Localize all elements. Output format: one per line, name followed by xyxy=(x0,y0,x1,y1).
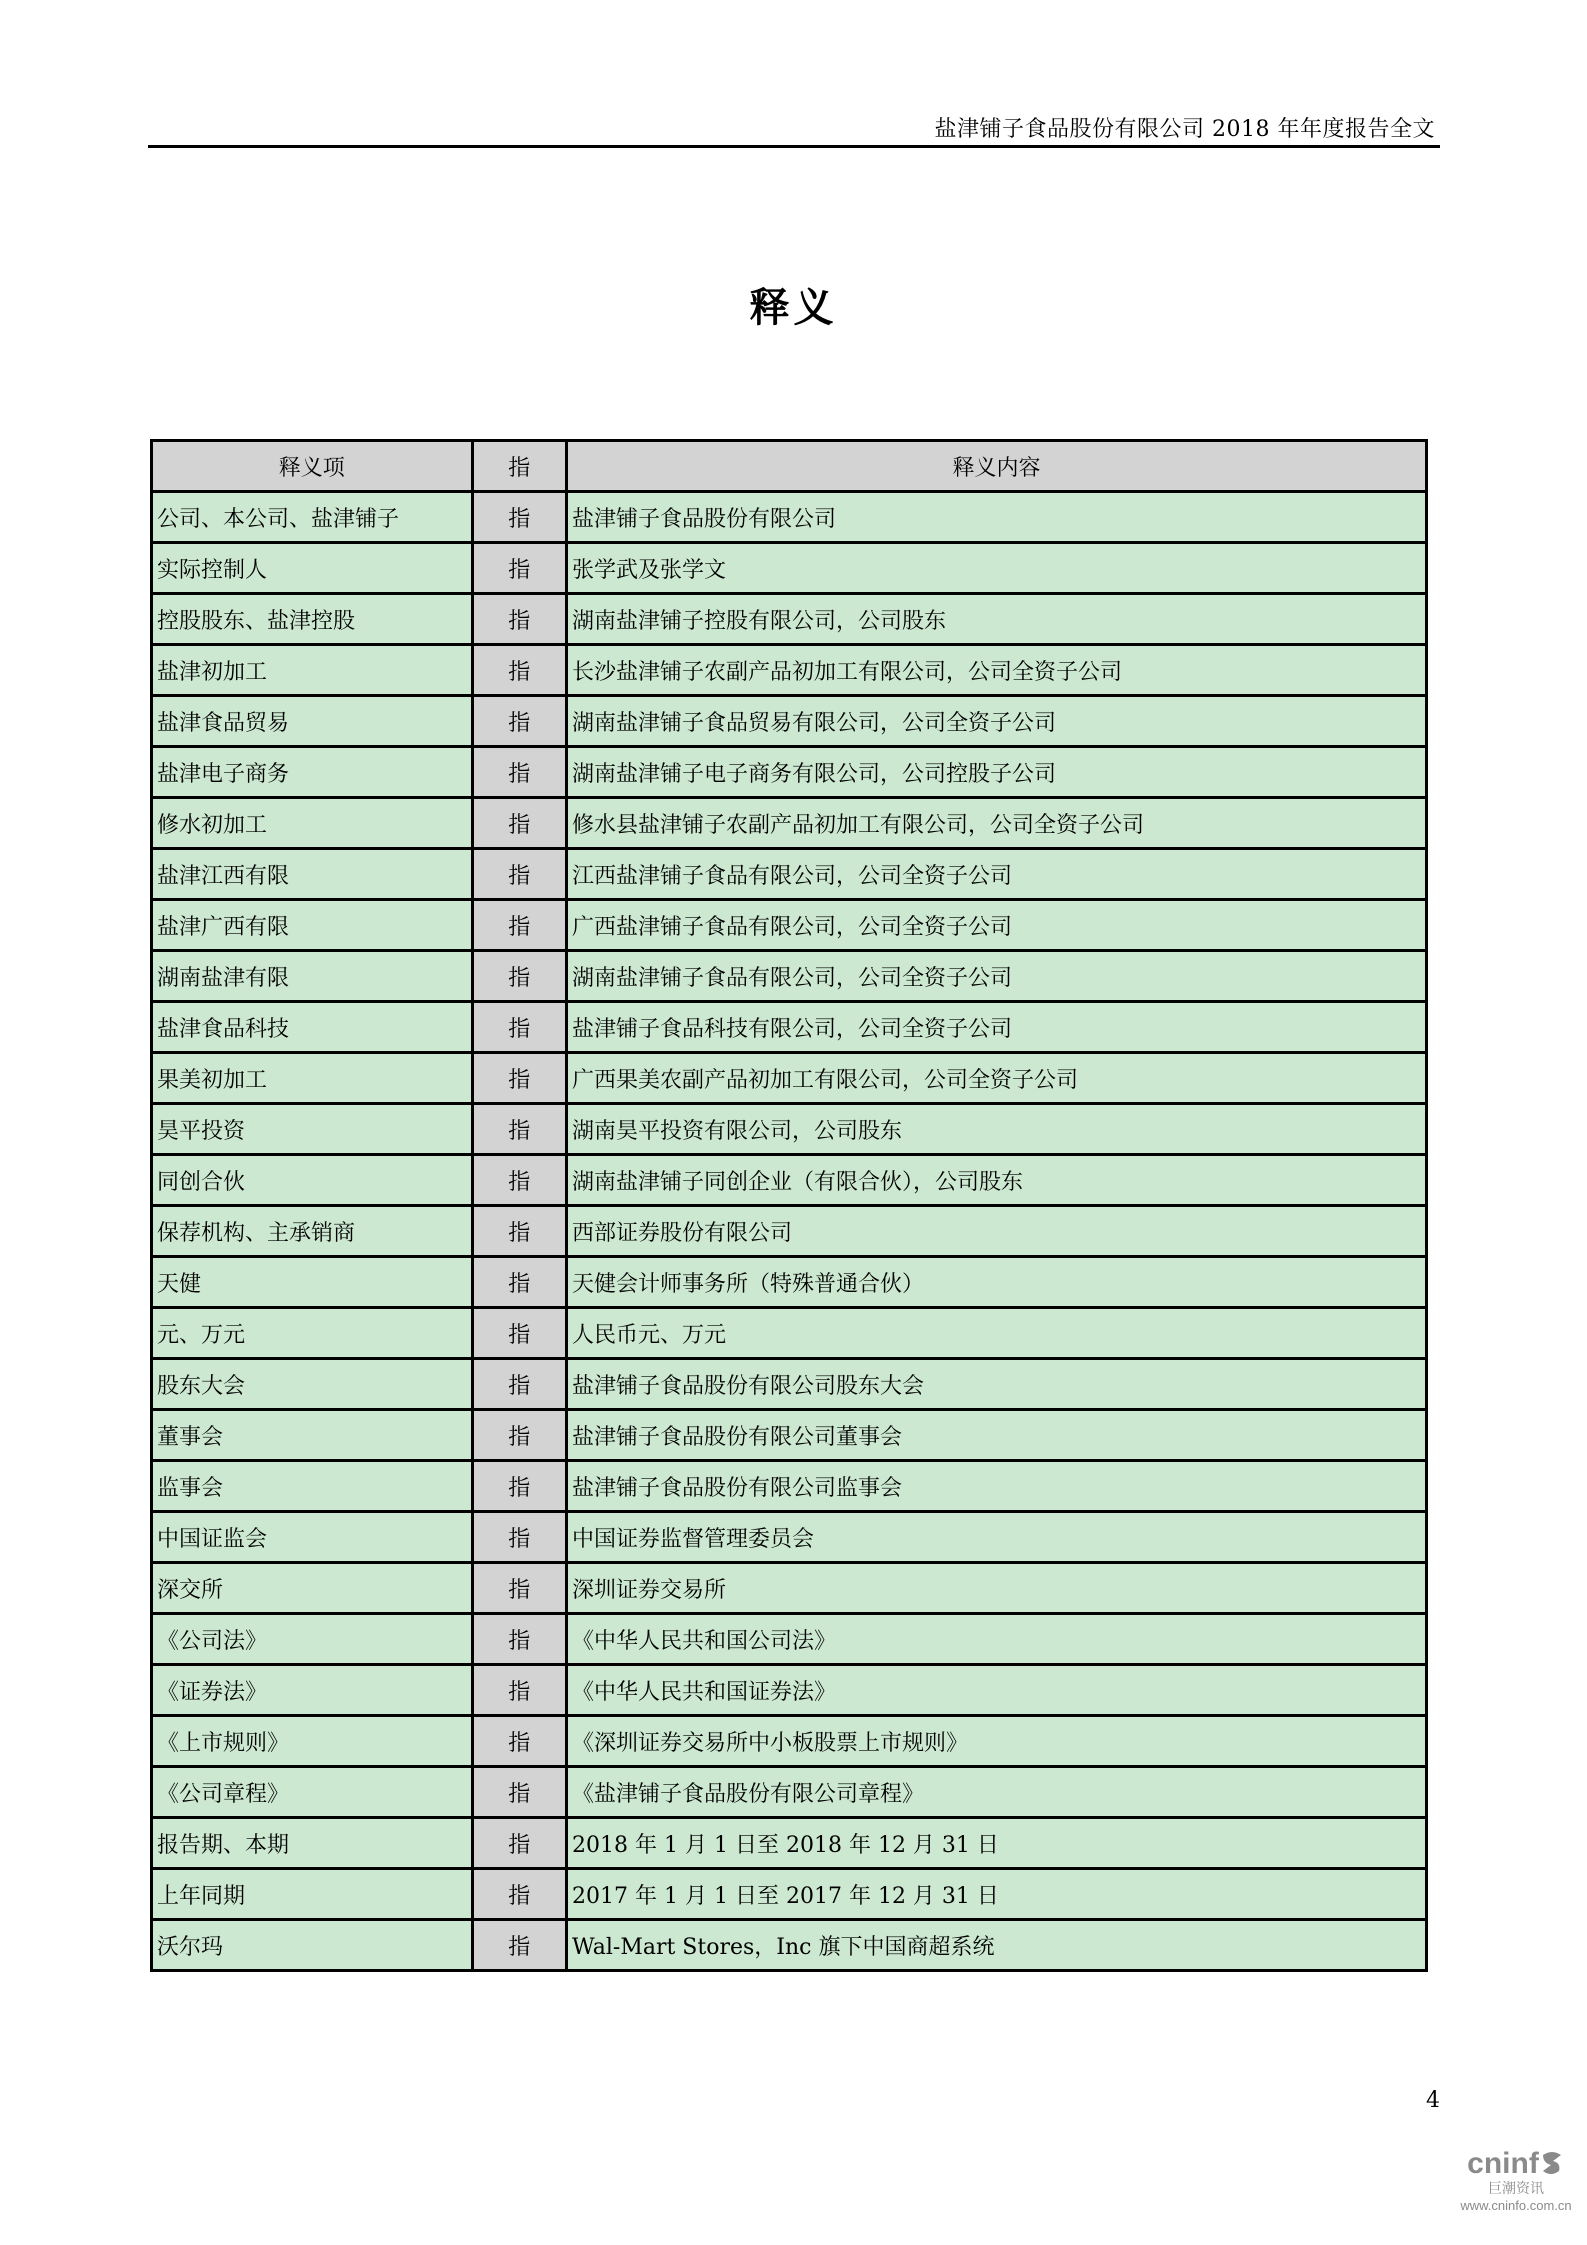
table-row xyxy=(152,747,1427,798)
ref-cell: 指 xyxy=(472,1614,567,1665)
ref-cell: 指 xyxy=(472,1461,567,1512)
table-row xyxy=(152,1767,1427,1818)
table-row xyxy=(152,1308,1427,1359)
term-cell: 公司、本公司、盐津铺子 xyxy=(152,492,473,543)
term-cell: 元、万元 xyxy=(152,1308,473,1359)
ref-cell: 指 xyxy=(472,1410,567,1461)
term-cell: 盐津广西有限 xyxy=(152,900,473,951)
meaning-cell: 湖南昊平投资有限公司，公司股东 xyxy=(567,1104,1427,1155)
meaning-cell: 盐津铺子食品股份有限公司股东大会 xyxy=(567,1359,1427,1410)
ref-cell: 指 xyxy=(472,1359,567,1410)
meaning-cell: 天健会计师事务所（特殊普通合伙） xyxy=(567,1257,1427,1308)
meaning-cell: 2017 年 1 月 1 日至 2017 年 12 月 31 日 xyxy=(567,1869,1427,1920)
term-cell: 上年同期 xyxy=(152,1869,473,1920)
running-header: 盐津铺子食品股份有限公司 2018 年年度报告全文 xyxy=(934,117,1435,142)
table-row xyxy=(152,492,1427,543)
meaning-cell: 人民币元、万元 xyxy=(567,1308,1427,1359)
table-row xyxy=(152,1716,1427,1767)
ref-cell: 指 xyxy=(472,849,567,900)
table-row xyxy=(152,696,1427,747)
ref-cell: 指 xyxy=(472,1002,567,1053)
meaning-cell: 2018 年 1 月 1 日至 2018 年 12 月 31 日 xyxy=(567,1818,1427,1869)
ref-cell: 指 xyxy=(472,900,567,951)
table-row xyxy=(152,594,1427,645)
ref-cell: 指 xyxy=(472,492,567,543)
table-row xyxy=(152,1920,1427,1971)
column-header-term: 释义项 xyxy=(152,441,473,492)
table-row xyxy=(152,951,1427,1002)
ref-cell: 指 xyxy=(472,1206,567,1257)
table-row xyxy=(152,1053,1427,1104)
table-row xyxy=(152,1869,1427,1920)
column-header-meaning: 释义内容 xyxy=(567,441,1427,492)
term-cell: 盐津食品科技 xyxy=(152,1002,473,1053)
ref-cell: 指 xyxy=(472,747,567,798)
ref-cell: 指 xyxy=(472,1869,567,1920)
term-cell: 保荐机构、主承销商 xyxy=(152,1206,473,1257)
table-row xyxy=(152,1410,1427,1461)
ref-cell: 指 xyxy=(472,1104,567,1155)
table-row xyxy=(152,543,1427,594)
ref-cell: 指 xyxy=(472,1665,567,1716)
ref-cell: 指 xyxy=(472,1155,567,1206)
table-row xyxy=(152,1512,1427,1563)
ref-cell: 指 xyxy=(472,645,567,696)
term-cell: 《公司法》 xyxy=(152,1614,473,1665)
cninfo-name: 巨潮资讯 xyxy=(1488,2181,1544,2197)
meaning-cell: 深圳证券交易所 xyxy=(567,1563,1427,1614)
table-row xyxy=(152,900,1427,951)
meaning-cell: 盐津铺子食品股份有限公司 xyxy=(567,492,1427,543)
meaning-cell: 张学武及张学文 xyxy=(567,543,1427,594)
meaning-cell: 盐津铺子食品股份有限公司监事会 xyxy=(567,1461,1427,1512)
table-row xyxy=(152,1818,1427,1869)
term-cell: 董事会 xyxy=(152,1410,473,1461)
table-row xyxy=(152,1563,1427,1614)
ref-cell: 指 xyxy=(472,1512,567,1563)
term-cell: 《公司章程》 xyxy=(152,1767,473,1818)
meaning-cell: 湖南盐津铺子食品有限公司，公司全资子公司 xyxy=(567,951,1427,1002)
term-cell: 《上市规则》 xyxy=(152,1716,473,1767)
term-cell: 盐津电子商务 xyxy=(152,747,473,798)
term-cell: 同创合伙 xyxy=(152,1155,473,1206)
ref-cell: 指 xyxy=(472,1920,567,1971)
table-row xyxy=(152,1359,1427,1410)
ref-cell: 指 xyxy=(472,1563,567,1614)
cninfo-url: www.cninfo.com.cn xyxy=(1460,2198,1572,2213)
meaning-cell: 《中华人民共和国公司法》 xyxy=(567,1614,1427,1665)
cninfo-watermark xyxy=(1448,2148,1584,2228)
ref-cell: 指 xyxy=(472,543,567,594)
ref-cell: 指 xyxy=(472,1053,567,1104)
table-header-row xyxy=(152,441,1427,492)
term-cell: 沃尔玛 xyxy=(152,1920,473,1971)
term-cell: 修水初加工 xyxy=(152,798,473,849)
meaning-cell: 湖南盐津铺子控股有限公司，公司股东 xyxy=(567,594,1427,645)
meaning-cell: 《中华人民共和国证券法》 xyxy=(567,1665,1427,1716)
table-row xyxy=(152,1155,1427,1206)
table-row xyxy=(152,645,1427,696)
term-cell: 《证券法》 xyxy=(152,1665,473,1716)
term-cell: 控股股东、盐津控股 xyxy=(152,594,473,645)
table-row xyxy=(152,849,1427,900)
column-header-ref: 指 xyxy=(472,441,567,492)
cninfo-logo-icon: cninf xyxy=(1448,2148,1584,2180)
table-row xyxy=(152,1104,1427,1155)
ref-cell: 指 xyxy=(472,696,567,747)
term-cell: 盐津江西有限 xyxy=(152,849,473,900)
term-cell: 天健 xyxy=(152,1257,473,1308)
meaning-cell: 湖南盐津铺子电子商务有限公司，公司控股子公司 xyxy=(567,747,1427,798)
term-cell: 报告期、本期 xyxy=(152,1818,473,1869)
term-cell: 实际控制人 xyxy=(152,543,473,594)
meaning-cell: 湖南盐津铺子食品贸易有限公司，公司全资子公司 xyxy=(567,696,1427,747)
term-cell: 盐津初加工 xyxy=(152,645,473,696)
term-cell: 昊平投资 xyxy=(152,1104,473,1155)
meaning-cell: 江西盐津铺子食品有限公司，公司全资子公司 xyxy=(567,849,1427,900)
meaning-cell: Wal-Mart Stores，Inc 旗下中国商超系统 xyxy=(567,1920,1427,1971)
ref-cell: 指 xyxy=(472,1767,567,1818)
meaning-cell: 广西果美农副产品初加工有限公司，公司全资子公司 xyxy=(567,1053,1427,1104)
meaning-cell: 修水县盐津铺子农副产品初加工有限公司，公司全资子公司 xyxy=(567,798,1427,849)
meaning-cell: 西部证券股份有限公司 xyxy=(567,1206,1427,1257)
meaning-cell: 中国证券监督管理委员会 xyxy=(567,1512,1427,1563)
table-row xyxy=(152,1461,1427,1512)
ref-cell: 指 xyxy=(472,1257,567,1308)
ref-cell: 指 xyxy=(472,594,567,645)
term-cell: 监事会 xyxy=(152,1461,473,1512)
table-row xyxy=(152,798,1427,849)
header-rule xyxy=(148,145,1440,148)
meaning-cell: 《盐津铺子食品股份有限公司章程》 xyxy=(567,1767,1427,1818)
ref-cell: 指 xyxy=(472,1716,567,1767)
page-title: 释义 xyxy=(749,284,838,331)
ref-cell: 指 xyxy=(472,1308,567,1359)
meaning-cell: 《深圳证券交易所中小板股票上市规则》 xyxy=(567,1716,1427,1767)
term-cell: 中国证监会 xyxy=(152,1512,473,1563)
ref-cell: 指 xyxy=(472,798,567,849)
meaning-cell: 广西盐津铺子食品有限公司，公司全资子公司 xyxy=(567,900,1427,951)
table-row xyxy=(152,1614,1427,1665)
ref-cell: 指 xyxy=(472,1818,567,1869)
ref-cell: 指 xyxy=(472,951,567,1002)
term-cell: 盐津食品贸易 xyxy=(152,696,473,747)
term-cell: 果美初加工 xyxy=(152,1053,473,1104)
term-cell: 湖南盐津有限 xyxy=(152,951,473,1002)
meaning-cell: 盐津铺子食品股份有限公司董事会 xyxy=(567,1410,1427,1461)
page-number: 4 xyxy=(1426,2088,1440,2113)
term-cell: 股东大会 xyxy=(152,1359,473,1410)
meaning-cell: 长沙盐津铺子农副产品初加工有限公司，公司全资子公司 xyxy=(567,645,1427,696)
meaning-cell: 盐津铺子食品科技有限公司，公司全资子公司 xyxy=(567,1002,1427,1053)
table-row xyxy=(152,1002,1427,1053)
definitions-table xyxy=(150,439,1428,1972)
term-cell: 深交所 xyxy=(152,1563,473,1614)
table-row xyxy=(152,1206,1427,1257)
table-row xyxy=(152,1257,1427,1308)
table-row xyxy=(152,1665,1427,1716)
meaning-cell: 湖南盐津铺子同创企业（有限合伙），公司股东 xyxy=(567,1155,1427,1206)
